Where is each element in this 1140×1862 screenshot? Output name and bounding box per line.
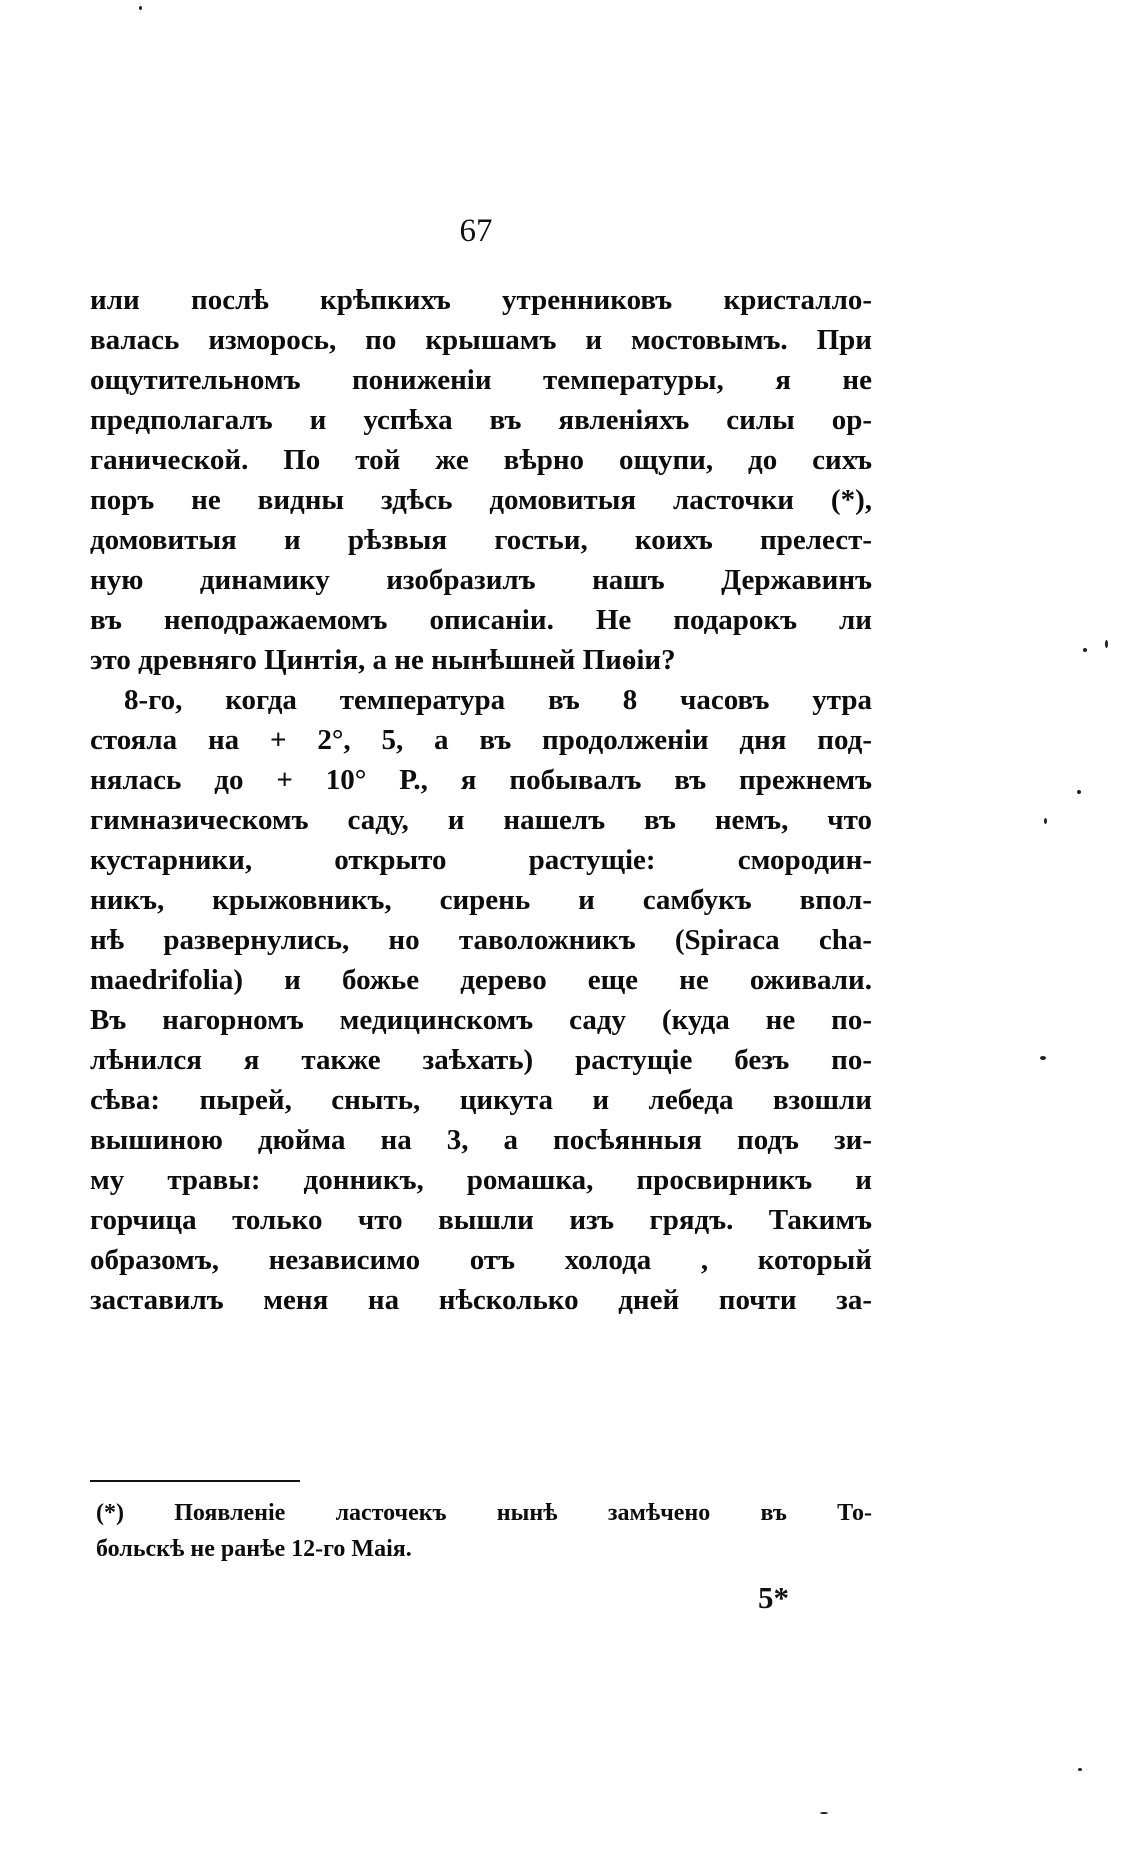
scan-speck <box>139 6 142 10</box>
footnote-line: больскѣ не ранѣе 12-го Маія. <box>96 1536 412 1562</box>
text-line: предполагалъ и успѣха въ явленіяхъ силы ор- <box>90 404 872 436</box>
text-line: ганической. По той же вѣрно ощупи, до сихъ <box>90 444 872 476</box>
text-line: домовитыя и рѣзвыя гостьи, коихъ прелест- <box>90 524 872 556</box>
signature-mark: 5* <box>758 1580 789 1615</box>
text-line: гимназическомъ саду, и нашелъ въ немъ, что <box>90 804 872 836</box>
text-line: нѣ развернулись, но таволожникъ (Spiraca cha- <box>90 924 872 956</box>
text-line: горчица только что вышли изъ грядъ. Такимъ <box>90 1204 872 1236</box>
text-line: никъ, крыжовникъ, сирень и самбукъ впол- <box>90 884 872 916</box>
text-line: заставилъ меня на нѣсколько дней почти за- <box>90 1284 872 1316</box>
text-line: это древняго Цинтія, а не нынѣшней Пиѳіи? <box>90 644 676 676</box>
text-line: maedrifolia) и божье дерево еще не оживали. <box>90 964 872 996</box>
text-line: ощутительномъ пониженіи температуры, я не <box>90 364 872 396</box>
text-line: му травы: донникъ, ромашка, просвирникъ и <box>90 1164 872 1196</box>
scan-speck <box>1040 1056 1046 1060</box>
text-line: стояла на + 2°, 5, а въ продолженіи дня под- <box>90 724 872 756</box>
text-line: кустарники, открыто растущіе: смородин- <box>90 844 872 876</box>
footnote-rule <box>90 1480 300 1482</box>
text-line: вышиною дюйма на 3, а посѣянныя подъ зи- <box>90 1124 872 1156</box>
text-line: поръ не видны здѣсь домовитыя ласточки (*), <box>90 484 872 516</box>
scan-speck <box>1083 648 1087 652</box>
scan-speck <box>1105 640 1108 648</box>
text-line: лѣнился я также заѣхать) растущіе безъ по- <box>90 1044 872 1076</box>
scan-speck <box>1044 818 1047 824</box>
text-line: или послѣ крѣпкихъ утренниковъ кристалло- <box>90 284 872 316</box>
text-line: образомъ, независимо отъ холода , который <box>90 1244 872 1276</box>
scan-speck <box>820 1812 828 1814</box>
text-line: нялась до + 10° Р., я побывалъ въ прежнемъ <box>90 764 872 796</box>
scan-speck <box>1078 1768 1082 1771</box>
scan-speck <box>1077 790 1081 794</box>
text-line: ную динамику изобразилъ нашъ Державинъ <box>90 564 872 596</box>
text-line: валась изморось, по крышамъ и мостовымъ. При <box>90 324 872 356</box>
text-line: сѣва: пырей, сныть, цикута и лебеда взошли <box>90 1084 872 1116</box>
text-line: Въ нагорномъ медицинскомъ саду (куда не по- <box>90 1004 872 1036</box>
footnote-line: (*) Появленіе ласточекъ нынѣ замѣчено въ То- <box>96 1500 872 1526</box>
page-number: 67 <box>459 213 493 249</box>
paragraph-start-line: 8-го, когда температура въ 8 часовъ утра <box>124 684 872 716</box>
text-line: въ неподражаемомъ описаніи. Не подарокъ ли <box>90 604 872 636</box>
